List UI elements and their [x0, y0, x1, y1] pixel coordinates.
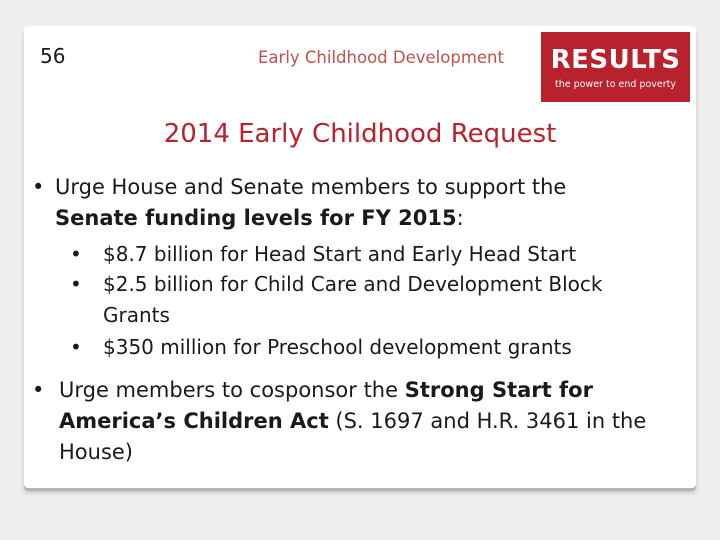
bullet-text-suffix: :: [456, 206, 464, 230]
sub-bullet-text: $350 million for Preschool development grants: [103, 335, 572, 359]
section-label: Early Childhood Development: [258, 48, 504, 67]
bullet-text-bold: Strong Start for America’s Children Act: [59, 378, 593, 433]
bullet-text: [59, 375, 669, 468]
slide-number: 56: [40, 44, 66, 68]
bullet-dot-icon: •: [32, 378, 45, 402]
bullet-dot-icon: •: [70, 335, 82, 359]
bullet-dot-icon: •: [32, 175, 45, 199]
bullet-text-prefix: Urge members to cosponsor the: [59, 378, 405, 402]
logo-wordmark: RESULTS: [550, 45, 681, 75]
bullet-text-suffix: (S. 1697 and H.R. 3461 in the House): [59, 409, 647, 464]
slide-title: 2014 Early Childhood Request: [163, 119, 557, 149]
sub-bullet-text: $8.7 billion for Head Start and Early Head Start: [103, 242, 577, 266]
sub-bullet-text: $2.5 billion for Child Care and Development Block Grants: [103, 272, 603, 327]
results-logo: [541, 32, 690, 102]
bullet-dot-icon: •: [70, 242, 82, 266]
bullet-text-bold: Senate funding levels for FY 2015: [55, 206, 457, 230]
bullet-text-prefix: Urge House and Senate members to support the: [55, 175, 567, 199]
bullet-dot-icon: •: [70, 272, 82, 296]
logo-tagline: the power to end poverty: [554, 79, 677, 90]
bullet-text: [55, 172, 655, 234]
